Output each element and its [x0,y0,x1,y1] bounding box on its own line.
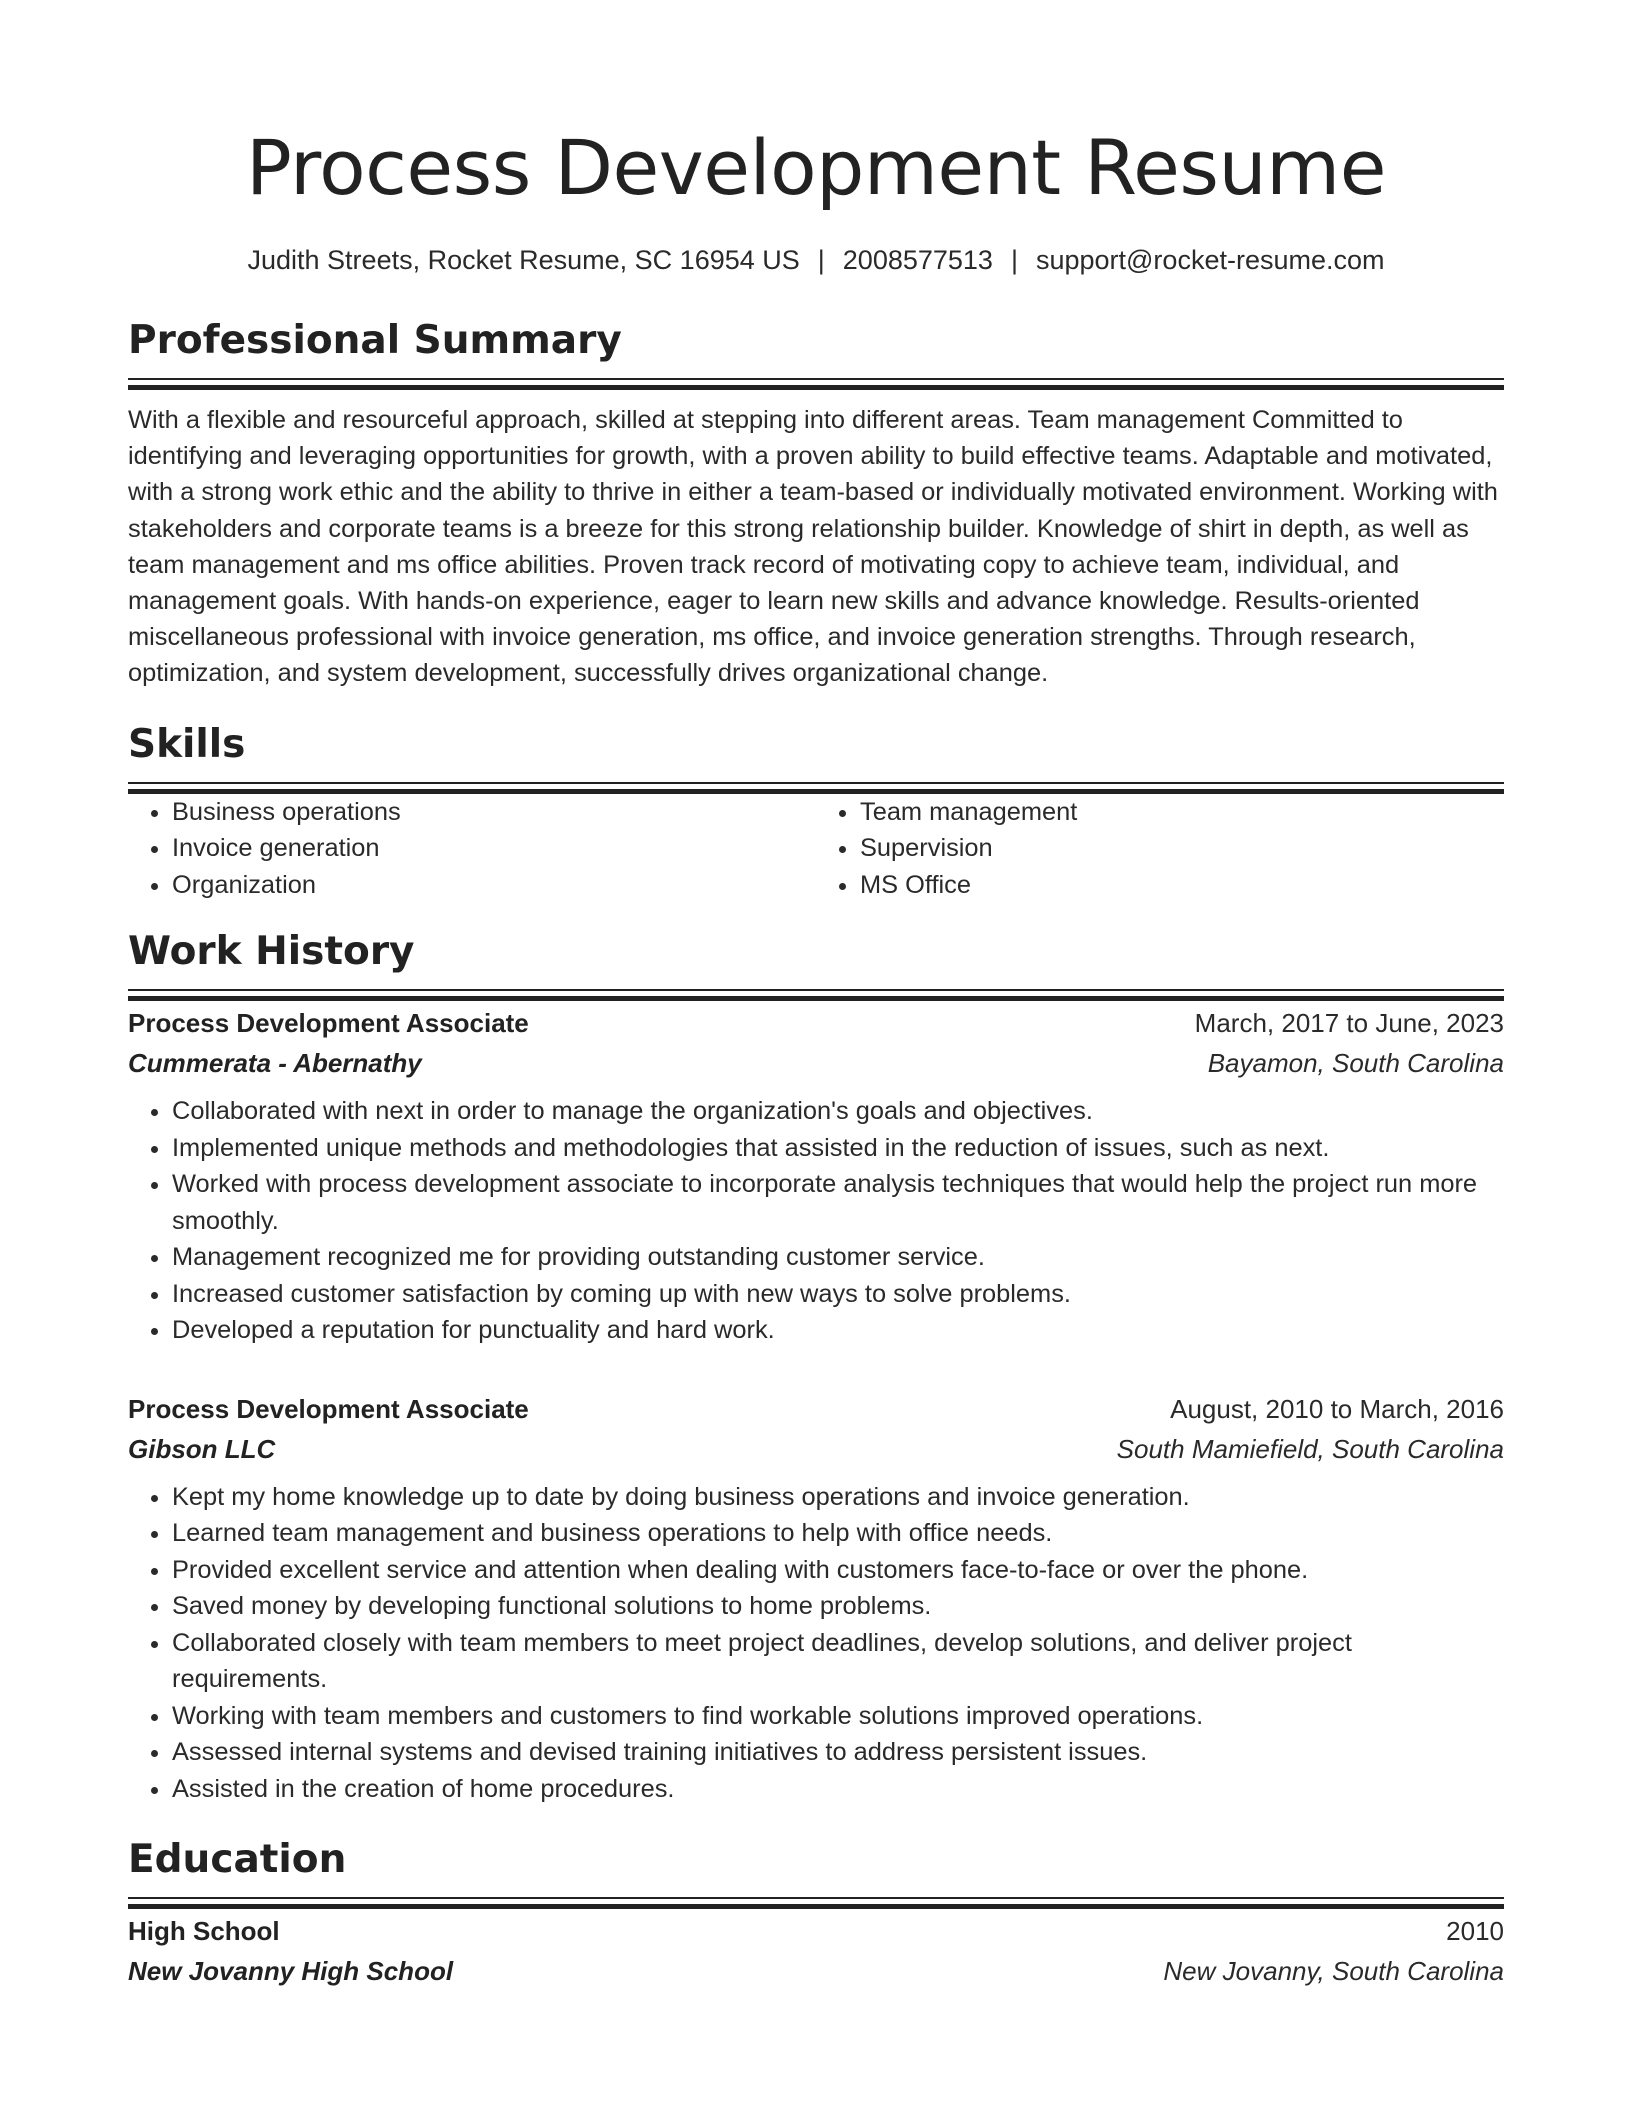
job-bullet: • Developed a reputation for punctuality and hard work. [172,1312,1504,1349]
job-bullet: • Assisted in the creation of home procedures. [172,1771,1504,1808]
job-company: Gibson LLC [128,1433,276,1464]
skill-item: • Business operations [172,794,816,831]
education-location: New Jovanny, South Carolina [1163,1956,1504,1987]
job-bullets [128,1093,1504,1349]
job-header [128,1003,1504,1043]
job-location: South Mamiefield, South Carolina [1116,1433,1504,1464]
job-subheader [128,1043,1504,1083]
job-bullet: • Saved money by developing functional solutions to home problems. [172,1588,1504,1625]
skill-item: • Invoice generation [172,830,816,867]
job-dates: August, 2010 to March, 2016 [1170,1393,1504,1424]
work-section [128,927,1504,1807]
skill-item: • Team management [860,794,1504,831]
job-bullet: • Collaborated closely with team members to meet project deadlines, develop solutions, and deliver project requirements. [172,1625,1504,1698]
job-bullet: • Worked with process development associate to incorporate analysis techniques that would help the project run more smoothly. [172,1166,1504,1239]
skill-item: • MS Office [860,867,1504,904]
contact-email[interactable]: support@rocket-resume.com [1035,245,1385,275]
section-divider [128,378,1504,380]
contact-line [128,242,1504,278]
job-bullet: • Implemented unique methods and methodologies that assisted in the reduction of issues, such as next. [172,1130,1504,1167]
education-degree: High School [128,1916,280,1947]
job-bullet: • Management recognized me for providing outstanding customer service. [172,1239,1504,1276]
job-bullet: • Kept my home knowledge up to date by doing business operations and invoice generation. [172,1479,1504,1516]
job-bullet: • Increased customer satisfaction by coming up with new ways to solve problems. [172,1276,1504,1313]
job-company: Cummerata - Abernathy [128,1048,422,1079]
section-heading-skills: Skills [128,721,246,767]
education-year: 2010 [1446,1916,1504,1947]
summary-text: With a flexible and resourceful approach, skilled at stepping into different areas. Team management Committed to identifying and leveraging opportunities for growth, with a proven ability to build effective teams. Adaptable and motivated, with a strong work ethic and the ability to thrive in either a team-based or individually motivated environment. Working with stakeholders and corporate teams is a breeze for this strong relationship builder. Knowledge of shirt in depth, as well as team management and ms office abilities. Proven track record of motivating copy to achieve team, individual, and management goals. With hands-on experience, eager to learn new skills and advance knowledge. Results-oriented miscellaneous professional with invoice generation, ms office, and invoice generation strengths. Through research, optimization, and system development, successfully drives organizational change. [128,406,1498,688]
section-heading-education: Education [128,1837,347,1883]
job-title: Process Development Associate [128,1393,529,1424]
contact-separator: | [817,245,825,275]
contact-separator: | [1010,245,1018,275]
section-divider [128,989,1504,991]
job-bullet: • Assessed internal systems and devised training initiatives to address persistent issues. [172,1734,1504,1771]
job-title: Process Development Associate [128,1008,529,1039]
section-heading-summary: Professional Summary [128,318,622,363]
job-bullet: • Provided excellent service and attention when dealing with customers face-to-face or over the phone. [172,1552,1504,1589]
education-school: New Jovanny High School [128,1956,454,1987]
contact-address: Judith Streets, Rocket Resume, SC 16954 US [247,245,800,275]
skills-section [128,720,1504,904]
contact-phone: 2008577513 [842,245,993,275]
job-subheader [128,1429,1504,1469]
job-header [128,1389,1504,1429]
job-entry [128,1003,1504,1349]
job-entry [128,1389,1504,1808]
section-divider [128,1897,1504,1899]
section-divider [128,782,1504,784]
education-section [128,1835,1504,1991]
skills-column-right [816,794,1504,904]
job-location: Bayamon, South Carolina [1207,1048,1504,1079]
summary-section [128,316,1504,692]
job-dates: March, 2017 to June, 2023 [1194,1008,1504,1039]
job-bullets [128,1479,1504,1808]
education-header [128,1911,1504,1951]
job-bullet: • Working with team members and customers to find workable solutions improved operations. [172,1698,1504,1735]
skills-column-left [128,794,816,904]
resume-title: Process Development Resume [246,123,1386,212]
skill-item: • Supervision [860,830,1504,867]
skill-item: • Organization [172,867,816,904]
skills-list [128,794,1504,904]
section-heading-work: Work History [128,929,415,975]
job-bullet: • Learned team management and business operations to help with office needs. [172,1515,1504,1552]
education-subheader [128,1951,1504,1991]
job-bullet: • Collaborated with next in order to manage the organization's goals and objectives. [172,1093,1504,1130]
